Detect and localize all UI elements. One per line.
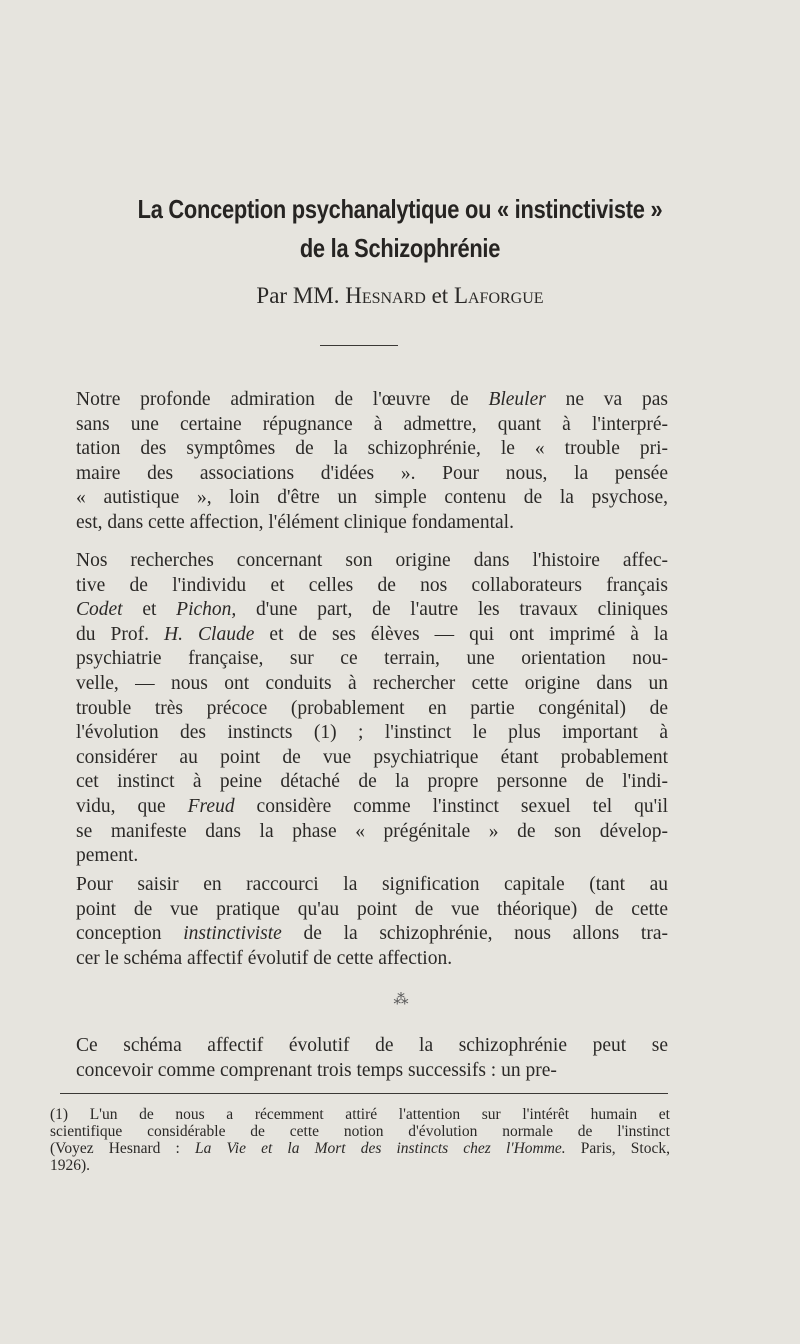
text-run: se manifeste dans la phase « prégénitale » de son dévelop- [76, 821, 668, 842]
text-run: considère comme l'instinct sexuel tel qu'il [234, 796, 668, 817]
body-line [76, 1034, 668, 1058]
text-run: Ce schéma affectif évolutif de la schizophrénie peut se [76, 1035, 668, 1056]
text-run: vidu, que [76, 796, 188, 817]
body-line [76, 486, 668, 510]
body-line [76, 437, 668, 461]
italic-text: Pichon, [176, 599, 237, 620]
body-line [76, 721, 668, 745]
body-line [76, 844, 668, 868]
footnote-line [50, 1140, 670, 1158]
text-run: et de ses élèves — qui ont imprimé à la [254, 624, 668, 645]
body-line [76, 820, 668, 844]
body-line [76, 549, 668, 573]
authors-prefix: Par MM. [256, 283, 346, 308]
body-line [76, 898, 668, 922]
text-run: maire des associations d'idées ». Pour nous, la pensée [76, 463, 668, 484]
italic-text: Freud [187, 796, 235, 817]
body-line [76, 598, 668, 622]
text-run: et [122, 599, 177, 620]
text-run: cer le schéma affectif évolutif de cette affection. [76, 948, 453, 969]
text-run: considérer au point de vue psychiatrique étant probablement [76, 747, 668, 768]
authors-line [0, 283, 800, 309]
text-run: pement. [76, 845, 139, 866]
text-run: velle, — nous ont conduits à rechercher cette origine dans un [76, 673, 668, 694]
body-line [76, 947, 668, 971]
text-run: est, dans cette affection, l'élément clinique fondamental. [76, 512, 514, 533]
body-line [76, 672, 668, 696]
body-line [76, 873, 668, 897]
text-run: trouble très précoce (probablement en partie congénital) de [76, 698, 668, 719]
body-line [76, 770, 668, 794]
text-run: 1926). [50, 1157, 91, 1174]
body-line [76, 746, 668, 770]
text-run: du Prof. [76, 624, 165, 645]
footnote-divider [60, 1093, 668, 1094]
body-line [76, 511, 668, 535]
text-run: « autistique », loin d'être un simple contenu de la psychose, [76, 487, 668, 508]
title-divider [320, 345, 398, 346]
author-name-1: Hesnard [345, 283, 426, 308]
article-title-line-1: La Conception psychanalytique ou « instinctiviste » [137, 194, 663, 224]
article-title-line-2: de la Schizophrénie [299, 233, 501, 263]
text-run: tation des symptômes de la schizophrénie, le « trouble pri- [76, 438, 668, 459]
text-run: psychiatrie française, sur ce terrain, une orientation nou- [76, 648, 668, 669]
text-run: ne va pas [545, 389, 668, 410]
italic-text: instinctiviste [183, 923, 282, 944]
body-line [76, 574, 668, 598]
authors-connector: et [425, 283, 454, 308]
footnote-line [50, 1157, 670, 1175]
body-line [76, 697, 668, 721]
section-separator-asterism: ⁂ [393, 992, 407, 1008]
italic-text: Codet [76, 599, 123, 620]
text-run: Notre profonde admiration de l'œuvre de [76, 389, 489, 410]
body-line [76, 1059, 668, 1083]
text-run: (Voyez Hesnard : [50, 1140, 195, 1157]
footnote-line [50, 1123, 670, 1141]
text-run: Pour saisir en raccourci la signification capitale (tant au [76, 874, 668, 895]
text-run: scientifique considérable de cette notion d'évolution normale de l'instinct [50, 1123, 670, 1140]
text-run: tive de l'individu et celles de nos collaborateurs français [76, 575, 668, 596]
italic-text: H. Claude [164, 624, 255, 645]
text-run: Paris, Stock, [565, 1140, 670, 1157]
body-line [76, 795, 668, 819]
body-line [76, 413, 668, 437]
body-line [76, 388, 668, 412]
italic-text: La Vie et la Mort des instincts chez l'Homme. [194, 1140, 566, 1157]
text-run: concevoir comme comprenant trois temps successifs : un pre- [76, 1060, 557, 1081]
text-run: l'évolution des instincts (1) ; l'instinct le plus important à [76, 722, 668, 743]
text-run: de la schizophrénie, nous allons tra- [281, 923, 668, 944]
text-run: (1) L'un de nous a récemment attiré l'attention sur l'intérêt humain et [50, 1106, 670, 1123]
text-run: cet instinct à peine détaché de la propre personne de l'indi- [76, 771, 668, 792]
text-run: conception [76, 923, 184, 944]
body-line [76, 462, 668, 486]
footnote-line [50, 1106, 670, 1124]
body-line [76, 623, 668, 647]
text-run: Nos recherches concernant son origine dans l'histoire affec- [76, 550, 668, 571]
body-line [76, 922, 668, 946]
italic-text: Bleuler [488, 389, 546, 410]
author-name-2: Laforgue [453, 283, 544, 308]
text-run: sans une certaine répugnance à admettre, quant à l'interpré- [76, 414, 668, 435]
text-run: d'une part, de l'autre les travaux cliniques [236, 599, 668, 620]
body-line [76, 647, 668, 671]
text-run: point de vue pratique qu'au point de vue théorique) de cette [76, 899, 668, 920]
